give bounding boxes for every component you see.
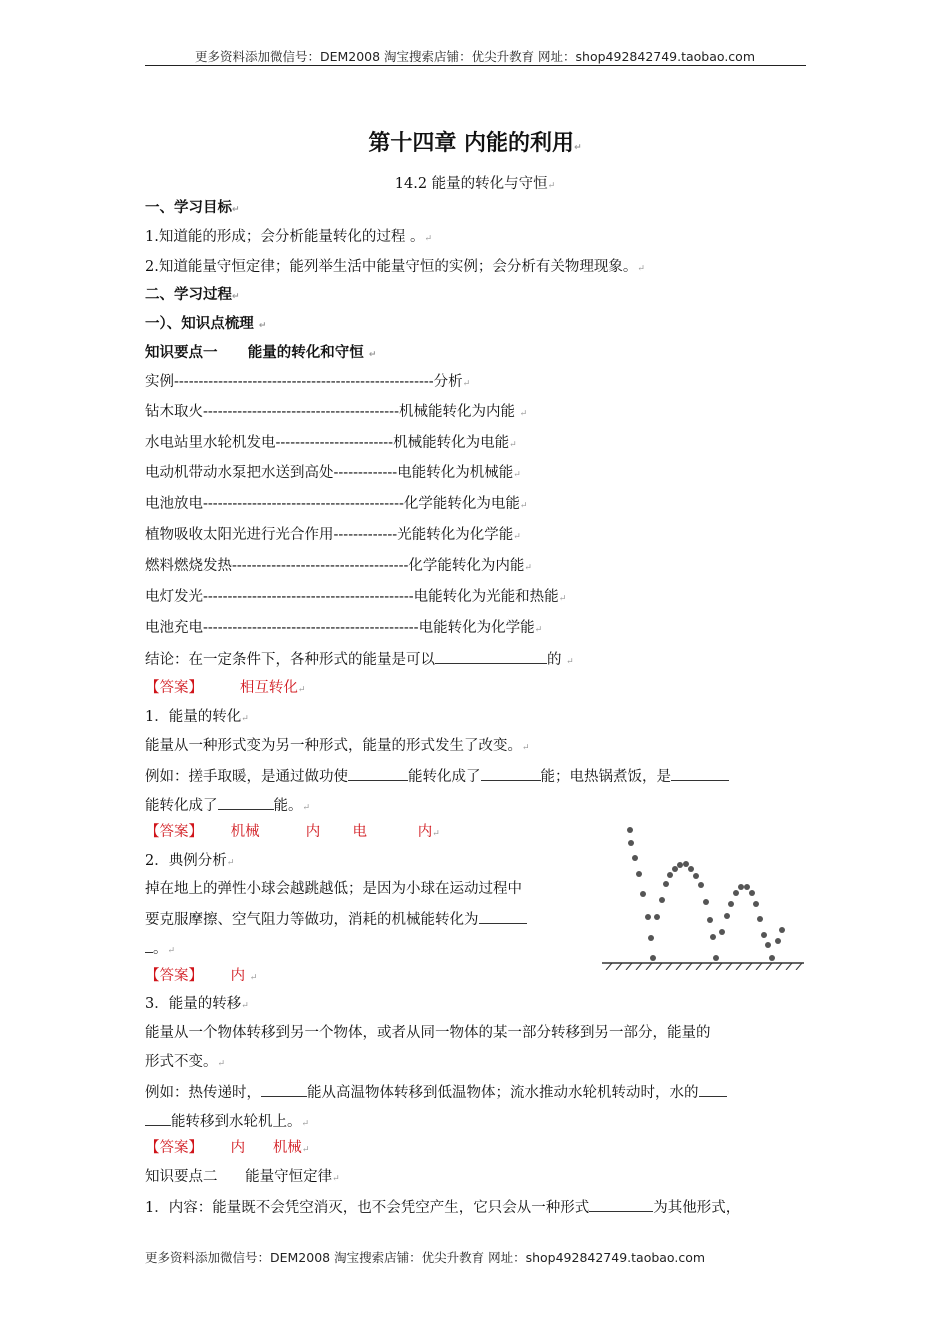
ball xyxy=(640,891,646,897)
answer-4: 【答案】 内 机械↵ xyxy=(145,1140,310,1156)
ball xyxy=(738,884,744,890)
ball xyxy=(677,862,683,868)
law-content: 1．内容：能量既不会凭空消灭，也不会凭空产生，它只会从一种形式 为其他形式， xyxy=(145,1197,740,1217)
point-example-title: 2．典例分析↵ xyxy=(145,853,235,869)
chapter-title: 第十四章 内能的利用↵ xyxy=(368,131,582,156)
ball xyxy=(749,890,755,896)
ball xyxy=(707,917,713,923)
ground-hatching xyxy=(606,963,802,970)
ball xyxy=(710,934,716,940)
answer-1: 【答案】 相互转化↵ xyxy=(145,680,306,696)
answer-3: 【答案】 内 ↵ xyxy=(145,968,258,984)
point-transfer-def-cont: 形式不变。↵ xyxy=(145,1054,226,1070)
ball xyxy=(775,938,781,944)
point-transfer-example: 例如：热传递时， 能从高温物体转移到低温物体；流水推动水轮机转动时，水的 xyxy=(145,1082,727,1102)
ball xyxy=(769,955,775,961)
ball xyxy=(693,873,699,879)
example-text: 要克服摩擦、空气阻力等做功，消耗的机械能转化为 xyxy=(145,909,527,929)
ball xyxy=(663,881,669,887)
section-subtitle: 14.2 能量的转化与守恒↵ xyxy=(394,176,556,192)
ball xyxy=(779,927,785,933)
ball xyxy=(744,884,750,890)
ball xyxy=(632,855,638,861)
example-row: 水电站里水轮机发电------------------------机械能转化为电能↵ xyxy=(145,435,517,451)
ball xyxy=(659,897,665,903)
point-transfer-example-cont: 能转移到水轮机上。↵ xyxy=(145,1111,309,1133)
ball xyxy=(761,932,767,938)
ball xyxy=(627,827,633,833)
ball xyxy=(733,890,739,896)
conclusion: 结论：在一定条件下，各种形式的能量是可以 的 ↵ xyxy=(145,649,574,671)
ball xyxy=(713,955,719,961)
ball xyxy=(648,935,654,941)
page-header: 更多资料添加微信号：DEM2008 淘宝搜索店铺：优尖升教育 网址：shop492842749.taobao.com xyxy=(194,49,756,64)
ball xyxy=(645,914,651,920)
point-transformation-example-cont: 能转化成了 能。↵ xyxy=(145,795,310,817)
ball xyxy=(698,882,704,888)
example-row: 电池放电-----------------------------------------化学能转化为电能↵ xyxy=(145,496,528,512)
ball xyxy=(703,899,709,905)
ball xyxy=(724,913,730,919)
example-row: 电灯发光-------------------------------------------电能转化为光能和热能↵ xyxy=(145,589,567,605)
point-transfer-title: 3．能量的转移↵ xyxy=(145,996,249,1012)
heading-knowledge: 一）、知识点梳理 ↵ xyxy=(145,316,267,332)
ball xyxy=(672,866,678,872)
ball xyxy=(683,861,689,867)
bouncing-ball-figure xyxy=(600,825,806,970)
ball xyxy=(688,866,694,872)
example-row: 电动机带动水泵把水送到高处-------------电能转化为机械能↵ xyxy=(145,465,521,481)
example-text: 。↵ xyxy=(145,938,175,960)
example-text: 掉在地上的弹性小球会越跳越低；是因为小球在运动过程中 xyxy=(145,881,522,897)
ball xyxy=(636,871,642,877)
page-footer: 更多资料添加微信号：DEM2008 淘宝搜索店铺：优尖升教育 网址：shop492842749.taobao.com xyxy=(145,1250,706,1265)
point-transfer-def: 能量从一个物体转移到另一个物体，或者从同一物体的某一部分转移到另一部分，能量的 xyxy=(145,1025,711,1041)
example-row: 电池充电--------------------------------------------电能转化为化学能↵ xyxy=(145,620,543,636)
point-transformation-example: 例如：搓手取暖，是通过做功使 能转化成了 能；电热锅煮饭，是 xyxy=(145,766,729,786)
goal-2: 2.知道能量守恒定律；能列举生活中能量守恒的实例；会分析有关物理现象。↵ xyxy=(145,259,645,275)
example-row: 燃料燃烧发热------------------------------------化学能转化为内能↵ xyxy=(145,558,532,574)
answer-2: 【答案】 机械 内 电 内↵ xyxy=(145,824,440,840)
ball xyxy=(719,929,725,935)
knowledge-point-1: 知识要点一 能量的转化和守恒 ↵ xyxy=(145,345,377,361)
ball xyxy=(650,955,656,961)
heading-process: 二、学习过程↵ xyxy=(145,287,240,303)
heading-goals: 一、学习目标↵ xyxy=(145,200,240,216)
ball xyxy=(654,914,660,920)
example-header: 实例-----------------------------------------------------分析↵ xyxy=(145,374,471,390)
ball xyxy=(728,901,734,907)
ball xyxy=(753,901,759,907)
point-transformation-def: 能量从一种形式变为另一种形式，能量的形式发生了改变。↵ xyxy=(145,738,530,754)
example-row: 钻木取火----------------------------------------机械能转化为内能 ↵ xyxy=(145,404,528,420)
example-row: 植物吸收太阳光进行光合作用-------------光能转化为化学能↵ xyxy=(145,527,521,543)
ball xyxy=(667,872,673,878)
ball xyxy=(757,916,763,922)
goal-1: 1.知道能的形成；会分析能量转化的过程 。↵ xyxy=(145,229,432,245)
knowledge-point-2: 知识要点二 能量守恒定律↵ xyxy=(145,1169,340,1185)
ball xyxy=(628,840,634,846)
point-transformation-title: 1．能量的转化↵ xyxy=(145,709,249,725)
header-rule xyxy=(145,65,806,66)
ball xyxy=(765,942,771,948)
